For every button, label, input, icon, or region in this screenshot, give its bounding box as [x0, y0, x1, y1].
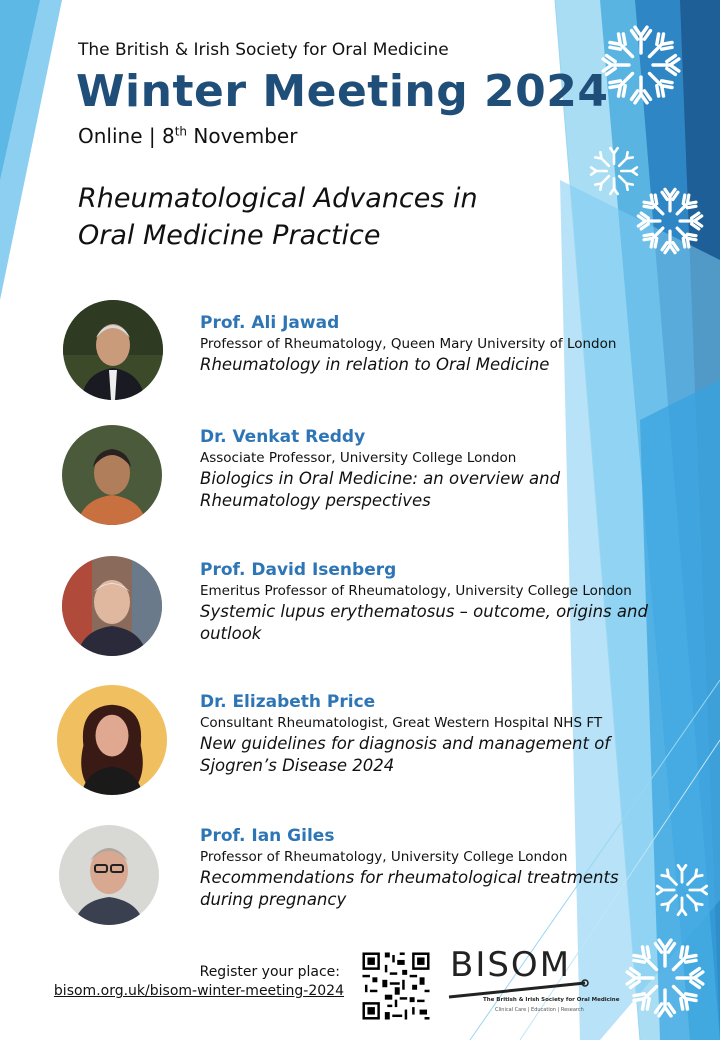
logo-tagline: The British & Irish Society for Oral Medicine: [483, 997, 620, 1003]
page-title: Winter Meeting 2024: [76, 66, 609, 117]
speaker-talk: Recommendations for rheumatological treatments during pregnancy: [200, 868, 619, 909]
speaker-name: Prof. Ian Giles: [200, 826, 335, 846]
antibody-cluster-icon: [622, 935, 708, 1021]
antibody-cluster-icon: [654, 862, 710, 918]
speaker-photo: [59, 825, 159, 925]
register-label: Register your place:: [199, 964, 340, 980]
antibody-cluster-icon: [634, 185, 706, 257]
meeting-theme: [78, 180, 598, 254]
register-link[interactable]: bisom.org.uk/bisom-winter-meeting-2024: [53, 983, 344, 999]
date-separator: |: [148, 124, 156, 148]
meeting-theme-line2: Oral Medicine Practice: [78, 220, 381, 251]
speaker-talk: New guidelines for diagnosis and management of Sjogren’s Disease 2024: [200, 734, 611, 775]
speaker-photo: [62, 556, 162, 656]
speaker-talk: Rheumatology in relation to Oral Medicine: [200, 355, 550, 374]
organisation-name: The British & Irish Society for Oral Medicine: [78, 40, 449, 60]
speaker-talk: Systemic lupus erythematosus – outcome, origins and outlook: [200, 602, 648, 643]
speaker-photo: [62, 425, 162, 525]
speaker-role: Professor of Rheumatology, University College London: [200, 849, 568, 865]
qr-code-icon[interactable]: [360, 950, 432, 1022]
meeting-theme-line1: Rheumatological Advances in: [78, 183, 478, 214]
speaker-role: Associate Professor, University College London: [200, 450, 517, 466]
speaker-name: Dr. Elizabeth Price: [200, 692, 376, 712]
speaker-role: Consultant Rheumatologist, Great Western Hospital NHS FT: [200, 715, 603, 731]
speaker-name: Prof. David Isenberg: [200, 560, 397, 580]
meeting-date: [78, 124, 297, 148]
logo-mirror-icon: [445, 979, 595, 999]
meeting-mode: Online: [78, 124, 143, 148]
meeting-day: 8: [161, 124, 175, 148]
speaker-photo: [57, 685, 167, 795]
logo-subtagline: Clinical Care | Education | Research: [495, 1007, 584, 1013]
speaker-role: Professor of Rheumatology, Queen Mary University of London: [200, 336, 617, 352]
speaker-talk: Biologics in Oral Medicine: an overview and Rheumatology perspectives: [200, 469, 561, 510]
meeting-day-suffix: th: [174, 124, 188, 139]
speaker-photo: [63, 300, 163, 400]
speaker-name: Prof. Ali Jawad: [200, 313, 340, 333]
bisom-logo-icon: [445, 945, 620, 1023]
meeting-month: November: [193, 124, 298, 148]
speaker-name: Dr. Venkat Reddy: [200, 427, 366, 447]
logo-text: BISOM: [450, 945, 572, 985]
antibody-cluster-icon: [598, 22, 684, 108]
speaker-role: Emeritus Professor of Rheumatology, University College London: [200, 583, 632, 599]
